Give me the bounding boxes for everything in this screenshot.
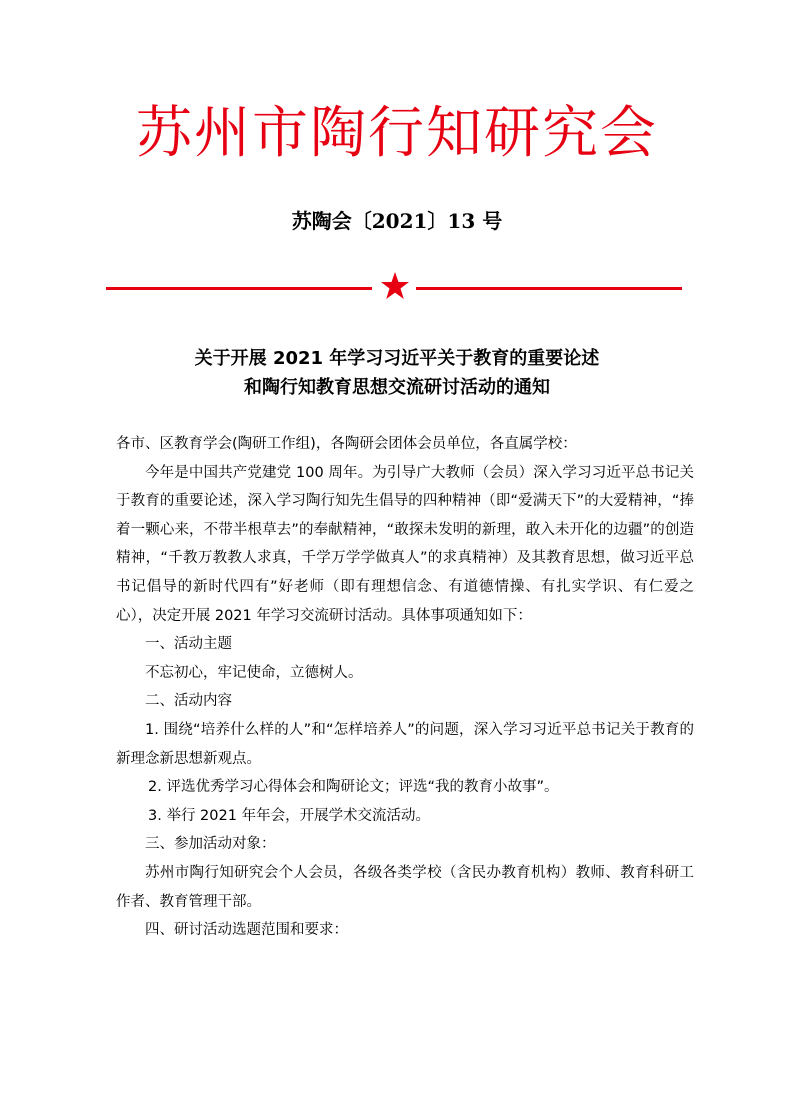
section-1-heading: 一、活动主题 [145, 636, 232, 653]
red-divider [106, 276, 682, 300]
star-icon [380, 271, 410, 301]
notice-title-line-2: 和陶行知教育思想交流研讨活动的通知 [244, 377, 550, 398]
section-4-heading: 四、研讨活动选题范围和要求： [145, 922, 348, 939]
section-2-item-3: 3. 举行 2021 年年会，开展学术交流活动。 [148, 807, 431, 824]
document-number: 苏陶会〔2021〕13 号 [291, 209, 503, 233]
divider-line-left [106, 287, 372, 290]
notice-title [120, 344, 674, 402]
section-2-heading: 二、活动内容 [145, 693, 232, 710]
notice-title-line-1: 关于开展 2021 年学习习近平关于教育的重要论述 [194, 348, 600, 369]
organization-title: 苏州市陶行知研究会 [136, 101, 658, 166]
divider-line-right [416, 287, 682, 290]
section-2-item-1: 1. 围绕“培养什么样的人”和“怎样培养人”的问题，深入学习习近平总书记关于教育的新理念新思想新观点。 [116, 721, 694, 767]
section-3-text: 苏州市陶行知研究会个人会员，各级各类学校（含民办教育机构）教师、教育科研工作者、教育管理干部。 [116, 864, 694, 910]
intro-paragraph: 今年是中国共产党建党 100 周年。为引导广大教师（会员）深入学习习近平总书记关于教育的重要论述，深入学习陶行知先生倡导的四种精神（即“爱满天下”的大爱精神，“捧着一颗心来，不带半根草去”的奉献精神，“敢探未发明的新理，敢入未开化的边疆”的创造精神，“千教万教教人求真，千学万学学做真人”的求真精神）及其教育思想，做习近平总书记倡导的新时代四有”好老师（即有理想信念、有道德情操、有扎实学识、有仁爱之心），决定开展 2021 年学习交流研讨活动。具体事项通知如下： [116, 464, 694, 624]
notice-body [116, 430, 694, 945]
section-2-item-2: 2. 评选优秀学习心得体会和陶研论文；评选“我的教育小故事”。 [148, 779, 559, 796]
section-3-heading: 三、参加活动对象： [145, 836, 276, 853]
section-1-text: 不忘初心，牢记使命，立德树人。 [145, 664, 363, 681]
salutation: 各市、区教育学会(陶研工作组)，各陶研会团体会员单位，各直属学校： [116, 436, 577, 452]
